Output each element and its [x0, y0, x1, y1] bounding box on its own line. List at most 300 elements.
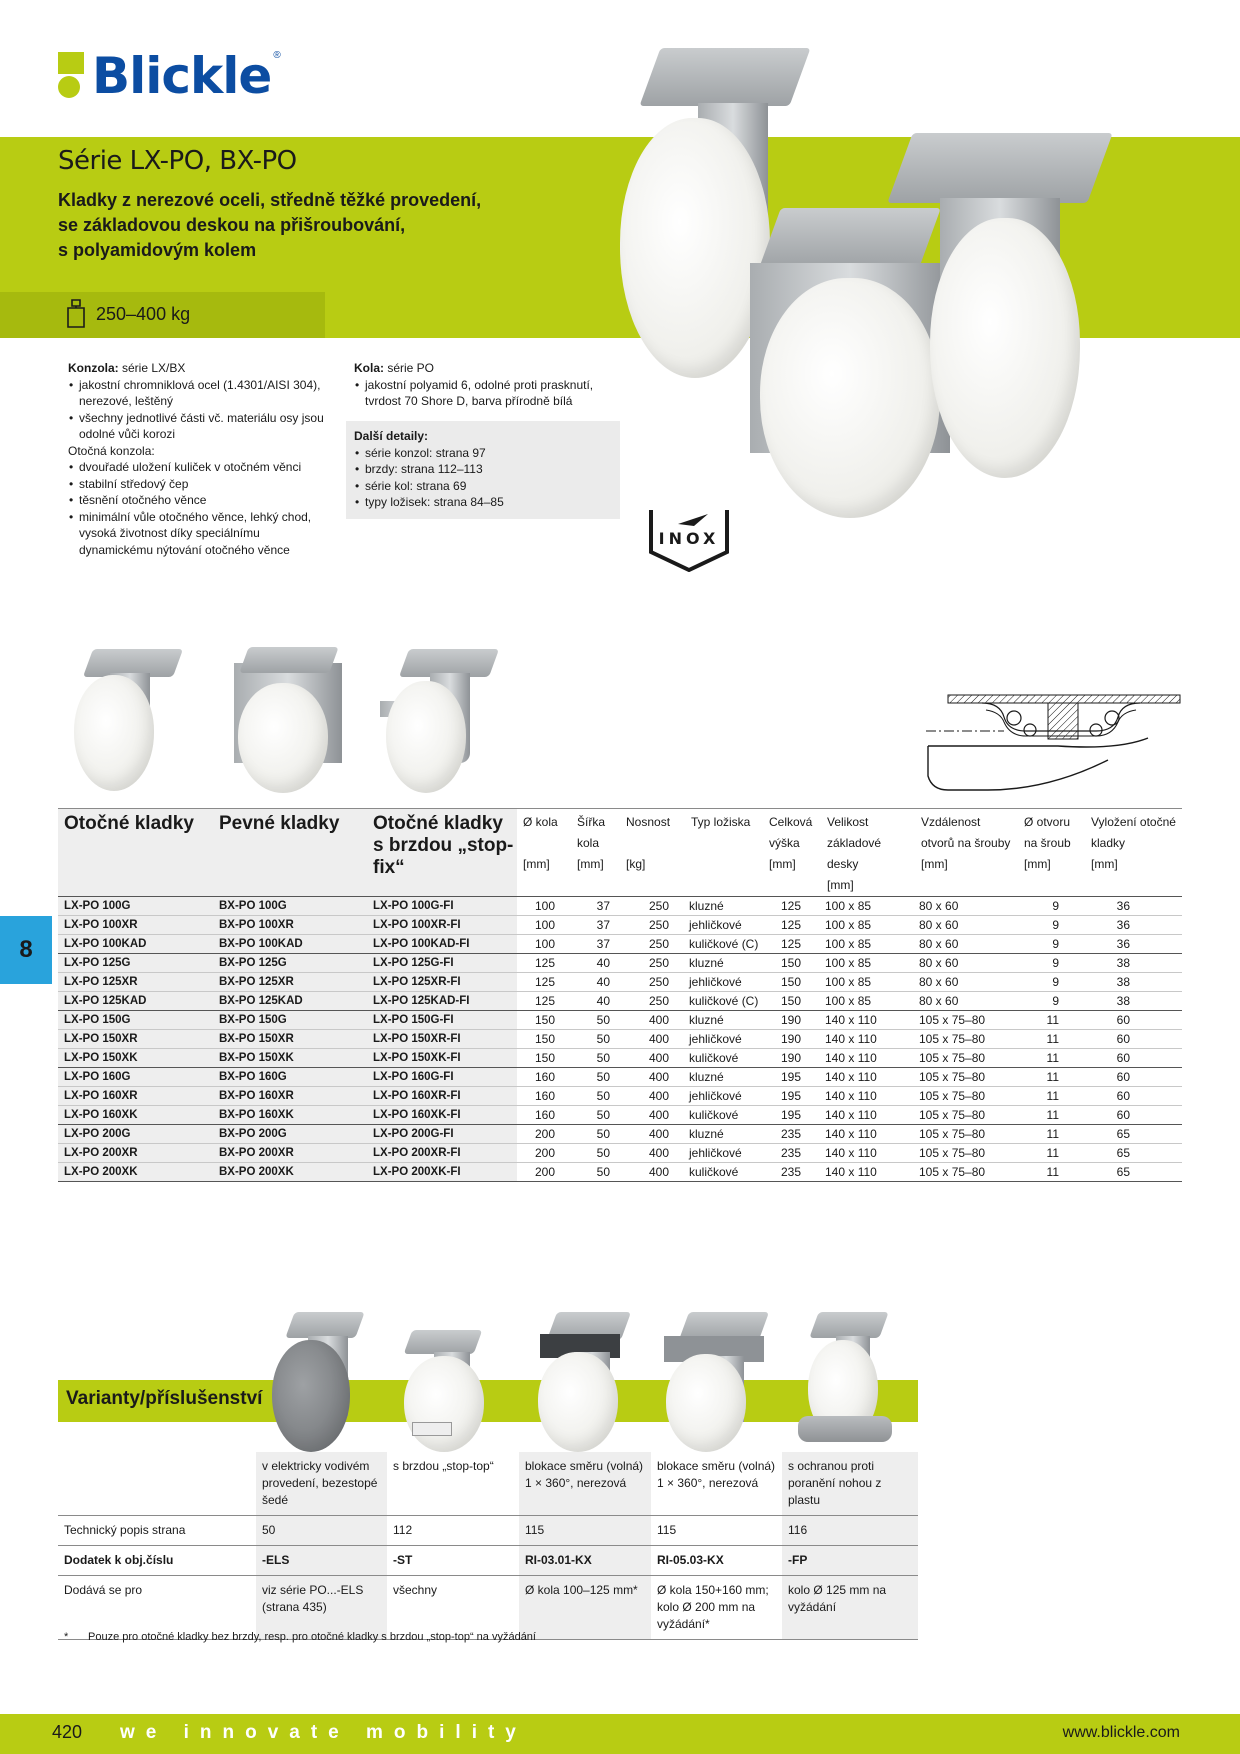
cell-offset: 65 — [1116, 1127, 1130, 1141]
list-item: • jakostní polyamid 6, odolné proti prasknutí, tvrdost 70 Shore D, barva přírodně bílá — [354, 377, 624, 410]
cell-diameter: 200 — [534, 1127, 555, 1141]
cell-swivel-code: LX-PO 200XR — [58, 1144, 213, 1163]
bracket-value: série LX/BX — [118, 361, 186, 375]
cell-plate: 140 x 110 — [825, 1032, 877, 1046]
cell-diameter: 125 — [534, 975, 555, 989]
cell-bearing: jehličkové — [689, 975, 742, 989]
cell-bolt: 105 x 75–80 — [919, 1070, 986, 1084]
cell-diameter: 200 — [534, 1146, 555, 1160]
cell-diameter: 150 — [534, 1013, 555, 1027]
wheel-label: Kola: — [354, 361, 384, 375]
cell-bearing: jehličkové — [689, 1146, 742, 1160]
cell-bearing: kluzné — [689, 899, 724, 913]
wheel-info — [354, 360, 624, 410]
table-row — [58, 1068, 1182, 1087]
cell-bolt: 105 x 75–80 — [919, 1032, 986, 1046]
cell-width: 50 — [596, 1127, 610, 1141]
header-fixed: Pevné kladky — [213, 809, 367, 897]
cell-brake-code: LX-PO 150XK-FI — [367, 1049, 517, 1068]
cell-plate: 140 x 110 — [825, 1108, 877, 1122]
variant-description: v elektricky vodivém provedení, bezestopé šedé — [256, 1452, 387, 1516]
cell-load: 250 — [648, 956, 669, 970]
cell-height: 235 — [780, 1165, 801, 1179]
variant-description: s ochranou proti poranění nohou z plastu — [782, 1452, 918, 1516]
table-row — [58, 1106, 1182, 1125]
cell-bearing: kuličkové — [689, 1051, 739, 1065]
list-item: • brzdy: strana 112–113 — [354, 461, 614, 478]
header-plate-unit: [mm] — [827, 878, 854, 892]
variants-cell: 115 — [519, 1516, 651, 1546]
list-item: • jakostní chromniklová ocel (1.4301/AISI 304), nerezové, leštěný — [68, 377, 333, 410]
cross-section-diagram — [922, 688, 1184, 794]
header-offset-label: Vyložení otočné kladky — [1091, 815, 1176, 850]
cell-fixed-code: BX-PO 150G — [213, 1011, 367, 1030]
cell-swivel-code: LX-PO 160XR — [58, 1087, 213, 1106]
cell-diameter: 125 — [534, 994, 555, 1008]
cell-hole: 11 — [1046, 1146, 1059, 1160]
cell-bolt: 80 x 60 — [919, 937, 959, 951]
cell-bolt: 105 x 75–80 — [919, 1165, 986, 1179]
cell-plate: 140 x 110 — [825, 1127, 877, 1141]
list-item: • typy ložisek: strana 84–85 — [354, 494, 614, 511]
list-item: • dvouřadé uložení kuliček v otočném věnci — [68, 459, 333, 476]
cell-brake-code: LX-PO 125XR-FI — [367, 973, 517, 992]
variants-cell: Ø kola 150+160 mm; kolo Ø 200 mm na vyžádání* — [651, 1576, 782, 1640]
cell-bolt: 105 x 75–80 — [919, 1146, 986, 1160]
header-diameter — [517, 809, 571, 897]
variants-cell: 115 — [651, 1516, 782, 1546]
list-item: • série konzol: strana 97 — [354, 445, 614, 462]
subtitle-line: s polyamidovým kolem — [58, 240, 257, 260]
cell-hole: 11 — [1046, 1032, 1059, 1046]
product-photo-brake — [380, 645, 500, 795]
cell-brake-code: LX-PO 200XK-FI — [367, 1163, 517, 1182]
variants-cell: RI-03.01-KX — [519, 1546, 651, 1576]
cell-height: 190 — [780, 1013, 801, 1027]
cell-plate: 100 x 85 — [825, 994, 872, 1008]
cell-swivel-code: LX-PO 160G — [58, 1068, 213, 1087]
cell-diameter: 100 — [534, 899, 555, 913]
cell-width: 40 — [596, 975, 610, 989]
footnote-star: * — [64, 1631, 69, 1643]
subtitle-line: Kladky z nerezové oceli, středně těžké provedení, — [58, 190, 482, 210]
cell-offset: 60 — [1116, 1089, 1130, 1103]
table-row — [58, 1049, 1182, 1068]
cell-plate: 140 x 110 — [825, 1146, 877, 1160]
cell-brake-code: LX-PO 160XK-FI — [367, 1106, 517, 1125]
cell-bolt: 105 x 75–80 — [919, 1108, 986, 1122]
logo-registered: ® — [273, 50, 281, 61]
cell-fixed-code: BX-PO 100G — [213, 897, 367, 916]
list-item: • série kol: strana 69 — [354, 478, 614, 495]
cell-offset: 65 — [1116, 1165, 1130, 1179]
variants-cell: 112 — [387, 1516, 519, 1546]
inox-label: INOX — [658, 529, 720, 548]
cell-hole: 11 — [1046, 1070, 1059, 1084]
footnote-text: Pouze pro otočné kladky bez brzdy, resp. pro otočné kladky s brzdou „stop-top“ na vyžádání — [88, 1631, 536, 1643]
header-load-unit: [kg] — [626, 857, 646, 871]
cell-fixed-code: BX-PO 125G — [213, 954, 367, 973]
cell-swivel-code: LX-PO 100G — [58, 897, 213, 916]
cell-bearing: kluzné — [689, 956, 724, 970]
table-row — [58, 935, 1182, 954]
header-width — [571, 809, 620, 897]
details-label: Další detaily: — [354, 429, 429, 443]
load-range: 250–400 kg — [96, 304, 191, 324]
cell-fixed-code: BX-PO 200XR — [213, 1144, 367, 1163]
cell-swivel-code: LX-PO 125XR — [58, 973, 213, 992]
cell-width: 37 — [596, 899, 610, 913]
cell-fixed-code: BX-PO 160G — [213, 1068, 367, 1087]
cell-height: 195 — [780, 1070, 801, 1084]
cell-swivel-code: LX-PO 150G — [58, 1011, 213, 1030]
cell-width: 50 — [596, 1108, 610, 1122]
cell-swivel-code: LX-PO 100KAD — [58, 935, 213, 954]
cell-hole: 11 — [1046, 1089, 1059, 1103]
cell-plate: 140 x 110 — [825, 1165, 877, 1179]
cell-width: 40 — [596, 994, 610, 1008]
cell-diameter: 200 — [534, 1165, 555, 1179]
cell-swivel-code: LX-PO 125G — [58, 954, 213, 973]
cell-fixed-code: BX-PO 150XR — [213, 1030, 367, 1049]
cell-load: 250 — [648, 899, 669, 913]
header-diameter-label: Ø kola — [523, 815, 558, 829]
variants-cell: Ø kola 100–125 mm* — [519, 1576, 651, 1640]
cell-width: 50 — [596, 1051, 610, 1065]
cell-brake-code: LX-PO 125G-FI — [367, 954, 517, 973]
footnote — [64, 1631, 536, 1643]
cell-width: 50 — [596, 1013, 610, 1027]
cell-height: 235 — [780, 1127, 801, 1141]
cell-bearing: kluzné — [689, 1127, 724, 1141]
cell-plate: 140 x 110 — [825, 1070, 877, 1084]
product-table — [58, 808, 1182, 1182]
cell-diameter: 100 — [534, 918, 555, 932]
cell-hole: 11 — [1046, 1013, 1059, 1027]
variants-cell: 116 — [782, 1516, 918, 1546]
weight-icon — [66, 299, 86, 329]
cell-bolt: 80 x 60 — [919, 975, 959, 989]
variant-description: blokace směru (volná) 1 × 360°, nerezová — [657, 1459, 776, 1490]
cell-bolt: 80 x 60 — [919, 899, 959, 913]
variant-photo-stop-top — [398, 1330, 498, 1452]
cell-swivel-code: LX-PO 125KAD — [58, 992, 213, 1011]
cell-height: 150 — [780, 975, 801, 989]
variants-cell: -ST — [387, 1546, 519, 1576]
variant-photo-direction-lock-1 — [534, 1312, 634, 1452]
table-row — [58, 897, 1182, 916]
cell-hole: 9 — [1052, 918, 1059, 932]
header-swivel: Otočné kladky — [58, 809, 213, 897]
cell-offset: 38 — [1116, 975, 1130, 989]
variants-row — [58, 1516, 918, 1546]
cell-load: 250 — [648, 994, 669, 1008]
slogan: we innovate mobility — [120, 1722, 527, 1743]
cell-offset: 60 — [1116, 1051, 1130, 1065]
cell-brake-code: LX-PO 150XR-FI — [367, 1030, 517, 1049]
swivel-label: Otočná konzola: — [68, 443, 155, 458]
cell-fixed-code: BX-PO 160XK — [213, 1106, 367, 1125]
cell-brake-code: LX-PO 100G-FI — [367, 897, 517, 916]
header-height — [763, 809, 821, 897]
table-row — [58, 973, 1182, 992]
cell-hole: 9 — [1052, 937, 1059, 951]
header-width-unit: [mm] — [577, 857, 604, 871]
cell-load: 400 — [648, 1089, 669, 1103]
cell-bearing: jehličkové — [689, 1032, 742, 1046]
header-bolt — [915, 809, 1018, 897]
cell-height: 195 — [780, 1089, 801, 1103]
cell-offset: 38 — [1116, 956, 1130, 970]
cell-swivel-code: LX-PO 100XR — [58, 916, 213, 935]
cell-offset: 60 — [1116, 1070, 1130, 1084]
header-hole-label: Ø otvoru na šroub — [1024, 815, 1071, 850]
cell-brake-code: LX-PO 150G-FI — [367, 1011, 517, 1030]
cell-brake-code: LX-PO 200G-FI — [367, 1125, 517, 1144]
list-item: • těsnění otočného věnce — [68, 492, 333, 509]
table-row — [58, 1011, 1182, 1030]
cell-fixed-code: BX-PO 100XR — [213, 916, 367, 935]
product-photo-fixed — [228, 645, 348, 795]
cell-height: 235 — [780, 1146, 801, 1160]
variants-title: Varianty/příslušenství — [66, 1388, 263, 1409]
cell-bolt: 105 x 75–80 — [919, 1051, 986, 1065]
variant-photo-foot-guard — [794, 1312, 904, 1452]
header-bearing: Typ ložiska — [691, 815, 751, 829]
list-item: • stabilní středový čep — [68, 476, 333, 493]
list-item: • minimální vůle otočného věnce, lehký chod, vysoká životnost díky speciálnímu dynamickému nýtování otočného věnce — [68, 509, 333, 559]
header-bolt-unit: [mm] — [921, 857, 948, 871]
table-row — [58, 1125, 1182, 1144]
cell-plate: 140 x 110 — [825, 1013, 877, 1027]
variants-row — [58, 1576, 918, 1640]
cell-hole: 11 — [1046, 1051, 1059, 1065]
cell-plate: 100 x 85 — [825, 975, 872, 989]
variant-photo-els — [272, 1312, 372, 1452]
cell-swivel-code: LX-PO 160XK — [58, 1106, 213, 1125]
cell-hole: 9 — [1052, 899, 1059, 913]
table-row — [58, 1030, 1182, 1049]
cell-width: 50 — [596, 1070, 610, 1084]
variants-cell: -FP — [782, 1546, 918, 1576]
cell-height: 125 — [780, 918, 801, 932]
subtitle-line: se základovou deskou na přišroubování, — [58, 215, 406, 235]
cell-load: 400 — [648, 1070, 669, 1084]
cell-brake-code: LX-PO 160XR-FI — [367, 1087, 517, 1106]
cell-bolt: 105 x 75–80 — [919, 1013, 986, 1027]
cell-hole: 11 — [1046, 1127, 1059, 1141]
cell-fixed-code: BX-PO 100KAD — [213, 935, 367, 954]
cell-fixed-code: BX-PO 160XR — [213, 1087, 367, 1106]
header-height-label: Celková výška — [769, 815, 813, 850]
cell-brake-code: LX-PO 125KAD-FI — [367, 992, 517, 1011]
cell-bolt: 80 x 60 — [919, 918, 959, 932]
cell-width: 37 — [596, 918, 610, 932]
cell-width: 50 — [596, 1089, 610, 1103]
cell-height: 190 — [780, 1051, 801, 1065]
cell-offset: 38 — [1116, 994, 1130, 1008]
cell-swivel-code: LX-PO 200G — [58, 1125, 213, 1144]
cell-offset: 65 — [1116, 1146, 1130, 1160]
cell-brake-code: LX-PO 200XR-FI — [367, 1144, 517, 1163]
cell-diameter: 125 — [534, 956, 555, 970]
cell-brake-code: LX-PO 160G-FI — [367, 1068, 517, 1087]
header-plate — [821, 809, 915, 897]
variants-row — [58, 1546, 918, 1576]
cell-fixed-code: BX-PO 200XK — [213, 1163, 367, 1182]
variant-description: blokace směru (volná) 1 × 360°, nerezová — [519, 1452, 651, 1516]
cell-width: 50 — [596, 1146, 610, 1160]
cell-fixed-code: BX-PO 200G — [213, 1125, 367, 1144]
variants-row-label: Technický popis strana — [58, 1516, 256, 1546]
blickle-logo — [58, 47, 281, 105]
cell-width: 40 — [596, 956, 610, 970]
cell-bearing: kuličkové — [689, 1108, 739, 1122]
header-bolt-label: Vzdálenost otvorů na šrouby — [921, 815, 1011, 850]
cell-hole: 11 — [1046, 1108, 1059, 1122]
product-photo-main — [610, 48, 1240, 518]
cell-bearing: kluzné — [689, 1070, 724, 1084]
bracket-info — [68, 360, 333, 558]
cell-diameter: 150 — [534, 1032, 555, 1046]
cell-bearing: kuličkové (C) — [689, 937, 759, 951]
variant-photo-direction-lock-2 — [660, 1312, 770, 1452]
cell-bolt: 80 x 60 — [919, 956, 959, 970]
cell-bearing: jehličkové — [689, 1089, 742, 1103]
cell-bolt: 105 x 75–80 — [919, 1127, 986, 1141]
cell-swivel-code: LX-PO 150XR — [58, 1030, 213, 1049]
cell-load: 400 — [648, 1127, 669, 1141]
cell-height: 150 — [780, 994, 801, 1008]
header-diameter-unit: [mm] — [523, 857, 550, 871]
subtitle — [58, 188, 498, 263]
variants-description-row — [58, 1452, 918, 1516]
variants-table — [58, 1452, 918, 1640]
cell-plate: 140 x 110 — [825, 1051, 877, 1065]
header-offset-unit: [mm] — [1091, 857, 1118, 871]
cell-offset: 36 — [1116, 899, 1130, 913]
cell-plate: 100 x 85 — [825, 956, 872, 970]
cell-load: 400 — [648, 1051, 669, 1065]
cell-brake-code: LX-PO 100KAD-FI — [367, 935, 517, 954]
variants-cell: všechny — [387, 1576, 519, 1640]
cell-plate: 100 x 85 — [825, 918, 872, 932]
variants-cell: -ELS — [256, 1546, 387, 1576]
cell-fixed-code: BX-PO 125XR — [213, 973, 367, 992]
table-row — [58, 1087, 1182, 1106]
cell-load: 250 — [648, 918, 669, 932]
product-photo-swivel — [70, 645, 190, 795]
bracket-label: Konzola: — [68, 361, 119, 375]
cell-width: 50 — [596, 1165, 610, 1179]
header-brake: Otočné kladky s brzdou „stop-fix“ — [367, 809, 517, 897]
cell-height: 190 — [780, 1032, 801, 1046]
cell-hole: 9 — [1052, 975, 1059, 989]
header-load — [620, 809, 685, 897]
header-height-unit: [mm] — [769, 857, 796, 871]
cell-plate: 140 x 110 — [825, 1089, 877, 1103]
cell-offset: 60 — [1116, 1013, 1130, 1027]
cell-bearing: kluzné — [689, 1013, 724, 1027]
header-plate-label: Velikost základové desky — [827, 815, 882, 871]
cell-swivel-code: LX-PO 150XK — [58, 1049, 213, 1068]
cell-offset: 36 — [1116, 918, 1130, 932]
cell-bearing: kuličkové — [689, 1165, 739, 1179]
cell-hole: 9 — [1052, 956, 1059, 970]
cell-brake-code: LX-PO 100XR-FI — [367, 916, 517, 935]
variants-cell: RI-05.03-KX — [651, 1546, 782, 1576]
cell-diameter: 160 — [534, 1070, 555, 1084]
logo-text: Blickle — [92, 47, 272, 105]
cell-offset: 60 — [1116, 1108, 1130, 1122]
cell-bearing: jehličkové — [689, 918, 742, 932]
cell-load: 400 — [648, 1108, 669, 1122]
cell-diameter: 160 — [534, 1108, 555, 1122]
variants-cell: kolo Ø 125 mm na vyžádání — [782, 1576, 918, 1640]
table-row — [58, 954, 1182, 973]
cell-plate: 100 x 85 — [825, 937, 872, 951]
variants-cell: viz série PO...-ELS (strana 435) — [256, 1576, 387, 1640]
website-link[interactable]: www.blickle.com — [1062, 1724, 1180, 1741]
variants-row-label: Dodává se pro — [58, 1576, 256, 1640]
variants-corner-cell — [58, 1452, 256, 1516]
cell-diameter: 100 — [534, 937, 555, 951]
variants-row-label: Dodatek k obj.číslu — [58, 1546, 256, 1576]
cell-width: 37 — [596, 937, 610, 951]
variant-description: s brzdou „stop-top“ — [393, 1459, 494, 1473]
cell-height: 150 — [780, 956, 801, 970]
cell-hole: 11 — [1046, 1165, 1059, 1179]
cell-offset: 60 — [1116, 1032, 1130, 1046]
cell-plate: 100 x 85 — [825, 899, 872, 913]
table-row — [58, 992, 1182, 1011]
chapter-tab[interactable]: 8 — [0, 916, 52, 984]
table-row — [58, 1163, 1182, 1182]
variants-cell: 50 — [256, 1516, 387, 1546]
cell-load: 250 — [648, 975, 669, 989]
list-item: • všechny jednotlivé části vč. materiálu osy jsou odolné vůči korozi — [68, 410, 333, 443]
cell-fixed-code: BX-PO 150XK — [213, 1049, 367, 1068]
header-load-label: Nosnost — [626, 815, 671, 829]
cell-diameter: 160 — [534, 1089, 555, 1103]
cell-offset: 36 — [1116, 937, 1130, 951]
wheel-value: série PO — [384, 361, 435, 375]
cell-load: 250 — [648, 937, 669, 951]
series-title: Série LX-PO, BX-PO — [58, 146, 297, 176]
header-hole-unit: [mm] — [1024, 857, 1051, 871]
header-width-label: Šířka kola — [577, 815, 606, 850]
header-offset — [1085, 809, 1182, 897]
cell-height: 195 — [780, 1108, 801, 1122]
cell-diameter: 150 — [534, 1051, 555, 1065]
table-row — [58, 916, 1182, 935]
logo-mark-icon — [58, 52, 84, 98]
cell-load: 400 — [648, 1146, 669, 1160]
cell-load: 400 — [648, 1165, 669, 1179]
cell-fixed-code: BX-PO 125KAD — [213, 992, 367, 1011]
header-hole — [1018, 809, 1085, 897]
cell-bolt: 105 x 75–80 — [919, 1089, 986, 1103]
cell-load: 400 — [648, 1032, 669, 1046]
cell-height: 125 — [780, 937, 801, 951]
cell-load: 400 — [648, 1013, 669, 1027]
cell-height: 125 — [780, 899, 801, 913]
cell-hole: 9 — [1052, 994, 1059, 1008]
cell-bearing: kuličkové (C) — [689, 994, 759, 1008]
cell-bolt: 80 x 60 — [919, 994, 959, 1008]
table-row — [58, 1144, 1182, 1163]
cell-width: 50 — [596, 1032, 610, 1046]
